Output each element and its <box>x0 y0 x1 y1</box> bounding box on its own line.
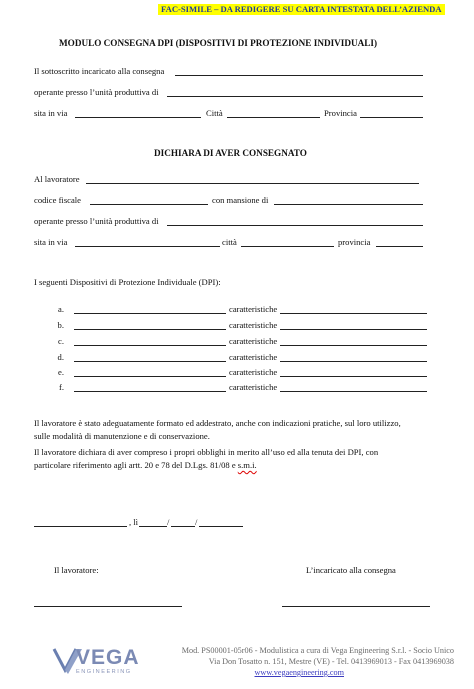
dpi-field-caratteristiche[interactable] <box>280 361 427 362</box>
dpi-field-name[interactable] <box>74 345 226 346</box>
vega-logo <box>52 643 162 681</box>
dpi-letter: e. <box>58 367 64 377</box>
footer-website-link[interactable] <box>255 667 345 678</box>
label-sottoscritto: Il sottoscritto incaricato alla consegna <box>34 66 165 76</box>
row-sottoscritto <box>34 66 426 77</box>
dpi-letter: f. <box>58 382 64 392</box>
declaration-line-2: sulle modalità di manutenzione e di conservazione. <box>34 431 210 441</box>
label-citta-lavoratore: città <box>222 237 237 247</box>
field-unita-produttiva-lavoratore[interactable] <box>167 225 423 226</box>
label-operante-incaricato: operante presso l’unità produttiva di <box>34 87 159 97</box>
field-mese[interactable] <box>171 526 195 527</box>
dpi-field-caratteristiche[interactable] <box>280 329 427 330</box>
dpi-intro: I seguenti Dispositivi di Protezione Individuale (DPI): <box>34 277 221 287</box>
label-firma-lavoratore: Il lavoratore: <box>54 565 99 575</box>
dpi-label-caratteristiche: caratteristiche <box>229 382 278 392</box>
row-operante-lavoratore <box>34 216 426 227</box>
dpi-field-caratteristiche[interactable] <box>280 345 427 346</box>
field-citta-incaricato[interactable] <box>227 117 320 118</box>
footer-line-1: Mod. PS00001-05r06 - Modulistica a cura di Vega Engineering S.r.l. - Socio Unico <box>181 646 454 655</box>
dpi-row-d <box>34 352 444 363</box>
logo-text: VEGA <box>76 646 140 669</box>
footer-line-2: Via Don Tosatto n. 151, Mestre (VE) - Tel. 0413969013 - Fax 0413969038 <box>208 657 454 666</box>
date-slash-2: / <box>195 517 198 527</box>
logo-subtext: ENGINEERING <box>76 669 132 675</box>
label-via-incaricato: sita in via <box>34 108 68 118</box>
row-indirizzo-lavoratore <box>34 237 426 248</box>
dpi-letter: d. <box>57 352 64 362</box>
declaration-line-1: Il lavoratore è stato adeguatamente formato ed addestrato, anche con indicazioni pratiche, sul loro utilizzo, <box>34 418 401 428</box>
field-giorno[interactable] <box>139 526 167 527</box>
date-slash-1: / <box>167 517 170 527</box>
label-operante-lavoratore: operante presso l’unità produttiva di <box>34 216 159 226</box>
dpi-row-c <box>34 336 444 347</box>
declaration-line-4 <box>34 459 257 471</box>
declaration-line-4-text: particolare riferimento agli artt. 20 e 78 del D.Lgs. 81/08 e <box>34 460 238 470</box>
label-via-lavoratore: sita in via <box>34 237 68 247</box>
label-al-lavoratore: Al lavoratore <box>34 174 80 184</box>
dpi-row-f <box>34 382 444 393</box>
field-lavoratore[interactable] <box>86 183 419 184</box>
dpi-row-e <box>34 367 444 378</box>
dpi-field-name[interactable] <box>74 376 226 377</box>
row-lavoratore <box>34 174 426 185</box>
signature-line-incaricato[interactable] <box>282 606 430 607</box>
row-luogo-data <box>34 517 254 528</box>
facsimile-banner: FAC-SIMILE – DA REDIGERE SU CARTA INTESTATA DELL’AZIENDA <box>158 4 445 15</box>
row-operante-incaricato <box>34 87 426 98</box>
dpi-field-name[interactable] <box>74 361 226 362</box>
dpi-letter: c. <box>58 336 64 346</box>
dpi-label-caratteristiche: caratteristiche <box>229 352 278 362</box>
field-provincia-lavoratore[interactable] <box>376 246 423 247</box>
field-mansione[interactable] <box>274 204 423 205</box>
label-provincia-lavoratore: provincia <box>338 237 371 247</box>
dpi-label-caratteristiche: caratteristiche <box>229 304 278 314</box>
field-sottoscritto[interactable] <box>175 75 423 76</box>
dpi-label-caratteristiche: caratteristiche <box>229 367 278 377</box>
label-citta-incaricato: Città <box>206 108 223 118</box>
dpi-field-name[interactable] <box>74 391 226 392</box>
label-provincia-incaricato: Provincia <box>324 108 357 118</box>
field-citta-lavoratore[interactable] <box>241 246 334 247</box>
field-provincia-incaricato[interactable] <box>360 117 423 118</box>
dpi-letter: a. <box>58 304 64 314</box>
dpi-letter: b. <box>57 320 64 330</box>
signature-line-lavoratore[interactable] <box>34 606 182 607</box>
dpi-row-b <box>34 320 444 331</box>
dpi-field-caratteristiche[interactable] <box>280 391 427 392</box>
field-via-incaricato[interactable] <box>75 117 201 118</box>
label-firma-incaricato: L’incaricato alla consegna <box>306 565 396 575</box>
field-anno[interactable] <box>199 526 243 527</box>
row-indirizzo-incaricato <box>34 108 426 119</box>
label-codice-fiscale: codice fiscale <box>34 195 81 205</box>
row-codice-fiscale <box>34 195 426 206</box>
dpi-field-name[interactable] <box>74 329 226 330</box>
dpi-row-a <box>34 304 444 315</box>
dpi-field-caratteristiche[interactable] <box>280 376 427 377</box>
dpi-label-caratteristiche: caratteristiche <box>229 336 278 346</box>
declaration-line-3: Il lavoratore dichiara di aver compreso i propri obblighi in merito all’uso ed alla tenuta dei DPI, con <box>34 447 379 457</box>
smi-abbreviation: s.m.i. <box>237 460 257 470</box>
field-unita-produttiva-incaricato[interactable] <box>167 96 423 97</box>
dpi-field-caratteristiche[interactable] <box>280 313 427 314</box>
dpi-field-name[interactable] <box>74 313 226 314</box>
field-codice-fiscale[interactable] <box>90 204 208 205</box>
field-via-lavoratore[interactable] <box>75 246 220 247</box>
form-title: MODULO CONSEGNA DPI (DISPOSITIVI DI PROTEZIONE INDIVIDUALI) <box>59 38 378 48</box>
field-luogo[interactable] <box>34 526 127 527</box>
dichiara-title: DICHIARA DI AVER CONSEGNATO <box>154 148 307 158</box>
footer-link-text[interactable]: www.vegaengineering.com <box>254 668 344 677</box>
label-li: , lì <box>129 517 139 527</box>
label-mansione: con mansione di <box>212 195 269 205</box>
dpi-label-caratteristiche: caratteristiche <box>229 320 278 330</box>
